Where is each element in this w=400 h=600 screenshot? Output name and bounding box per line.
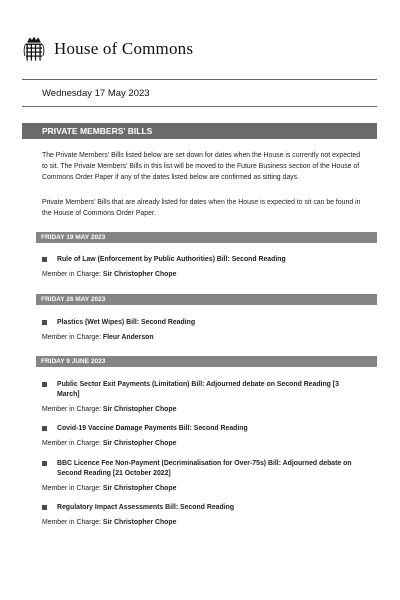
house-of-commons-title: House of Commons <box>54 39 194 58</box>
member-name: Sir Christopher Chope <box>102 519 177 526</box>
member-prefix: Member in Charge: <box>42 519 101 526</box>
bullet-icon <box>42 505 47 510</box>
member-name: Sir Christopher Chope <box>102 485 177 492</box>
member-prefix: Member in Charge: <box>42 271 101 278</box>
bill-item <box>42 255 360 265</box>
bullet-icon <box>42 461 47 466</box>
bill-title: Plastics (Wet Wipes) Bill: Second Reading <box>57 319 196 326</box>
section-title: PRIVATE MEMBERS' BILLS <box>42 126 153 136</box>
bill-title: BBC Licence Fee Non-Payment (Decriminalisation for Over-75s) Bill: Adjourned debate on Second Reading [21 October 2022] <box>57 460 352 477</box>
member-prefix: Member in Charge: <box>42 406 101 413</box>
sitting-day-bar <box>36 294 377 305</box>
member-name: Sir Christopher Chope <box>102 440 177 447</box>
member-name: Fleur Anderson <box>102 334 154 341</box>
page-header <box>22 36 193 62</box>
sitting-day-label: FRIDAY 19 MAY 2023 <box>41 233 106 241</box>
order-paper-date: Wednesday 17 May 2023 <box>42 88 150 99</box>
member-in-charge <box>42 405 176 415</box>
sitting-day-label: FRIDAY 26 MAY 2023 <box>41 295 106 303</box>
member-in-charge <box>42 484 176 494</box>
bullet-icon <box>42 257 47 262</box>
bill-title: Public Sector Exit Payments (Limitation) Bill: Adjourned debate on Second Reading [3 March] <box>57 381 339 398</box>
portcullis-logo-icon <box>22 36 46 62</box>
member-in-charge <box>42 518 176 528</box>
header-rule-bottom <box>22 106 377 107</box>
sitting-day-bar <box>36 356 377 367</box>
bill-item <box>42 503 360 513</box>
bill-item <box>42 459 360 479</box>
sitting-day-bar <box>36 232 377 243</box>
member-in-charge <box>42 270 176 280</box>
section-heading-bar <box>22 123 377 139</box>
intro-paragraph: The Private Members' Bills listed below are set down for dates when the House is currently not expected to sit. The Private Members' Bills in this list will be moved to the Future Business section of the House of Commons Order Paper if any of the dates listed below are confirmed as sitting days. <box>42 152 361 181</box>
bill-title: Rule of Law (Enforcement by Public Authorities) Bill: Second Reading <box>57 256 286 263</box>
bill-title: Covid-19 Vaccine Damage Payments Bill: Second Reading <box>57 425 248 432</box>
bullet-icon <box>42 426 47 431</box>
bullet-icon <box>42 320 47 325</box>
bill-title: Regulatory Impact Assessments Bill: Second Reading <box>57 504 235 511</box>
bill-item <box>42 380 360 400</box>
member-prefix: Member in Charge: <box>42 334 101 341</box>
member-prefix: Member in Charge: <box>42 440 101 447</box>
sitting-day-label: FRIDAY 9 JUNE 2023 <box>41 357 106 365</box>
member-name: Sir Christopher Chope <box>102 271 177 278</box>
member-name: Sir Christopher Chope <box>102 406 177 413</box>
intro-paragraph: Private Members' Bills that are already listed for dates when the House is expected to sit can be found in the House of Commons Order Paper. <box>42 199 361 217</box>
member-in-charge <box>42 333 154 343</box>
header-rule-top <box>22 79 377 80</box>
bill-item <box>42 424 360 434</box>
member-prefix: Member in Charge: <box>42 485 101 492</box>
bill-item <box>42 318 360 328</box>
member-in-charge <box>42 439 176 449</box>
bullet-icon <box>42 382 47 387</box>
